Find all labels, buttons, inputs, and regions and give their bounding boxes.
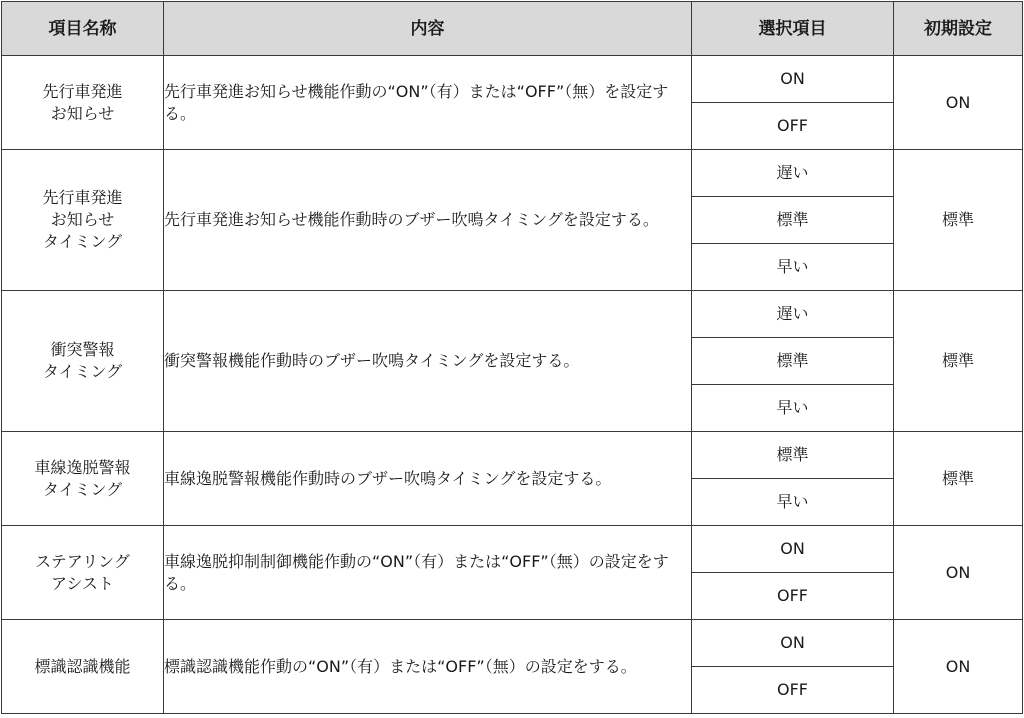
default-cell: 標準 — [894, 432, 1023, 526]
option-cell: OFF — [692, 573, 894, 620]
content-cell: 車線逸脱抑制制御機能作動の“ON”（有）または“OFF”（無）の設定をする。 — [164, 526, 692, 620]
option-cell: 早い — [692, 244, 894, 291]
content-cell: 先行車発進お知らせ機能作動の“ON”（有）または“OFF”（無）を設定する。 — [164, 56, 692, 150]
default-cell: ON — [894, 620, 1023, 714]
item-name-cell: 先行車発進 お知らせ — [2, 56, 164, 150]
option-cell: OFF — [692, 103, 894, 150]
option-cell: 遅い — [692, 291, 894, 338]
table-row — [2, 150, 1023, 197]
item-name-cell: 先行車発進 お知らせ タイミング — [2, 150, 164, 291]
item-name-cell: 衝突警報 タイミング — [2, 291, 164, 432]
default-cell: 標準 — [894, 150, 1023, 291]
table-body — [2, 56, 1023, 714]
option-cell: ON — [692, 526, 894, 573]
option-cell: 標準 — [692, 338, 894, 385]
content-cell: 標識認識機能作動の“ON”（有）または“OFF”（無）の設定をする。 — [164, 620, 692, 714]
content-cell: 衝突警報機能作動時のブザー吹鳴タイミングを設定する。 — [164, 291, 692, 432]
option-cell: ON — [692, 620, 894, 667]
option-cell: 早い — [692, 479, 894, 526]
option-cell: 標準 — [692, 432, 894, 479]
content-cell: 車線逸脱警報機能作動時のブザー吹鳴タイミングを設定する。 — [164, 432, 692, 526]
header-content: 内容 — [164, 2, 692, 56]
table-row — [2, 432, 1023, 479]
default-cell: ON — [894, 56, 1023, 150]
table-row — [2, 291, 1023, 338]
option-cell: 遅い — [692, 150, 894, 197]
item-name-cell: 車線逸脱警報 タイミング — [2, 432, 164, 526]
table-row — [2, 56, 1023, 103]
option-cell: 早い — [692, 385, 894, 432]
table-row — [2, 620, 1023, 667]
header-default: 初期設定 — [894, 2, 1023, 56]
default-cell: 標準 — [894, 291, 1023, 432]
default-cell: ON — [894, 526, 1023, 620]
header-options: 選択項目 — [692, 2, 894, 56]
settings-table — [1, 1, 1023, 714]
header-item-name: 項目名称 — [2, 2, 164, 56]
option-cell: OFF — [692, 667, 894, 714]
header-row — [2, 2, 1023, 56]
item-name-cell: 標識認識機能 — [2, 620, 164, 714]
table-row — [2, 526, 1023, 573]
item-name-cell: ステアリング アシスト — [2, 526, 164, 620]
option-cell: ON — [692, 56, 894, 103]
content-cell: 先行車発進お知らせ機能作動時のブザー吹鳴タイミングを設定する。 — [164, 150, 692, 291]
option-cell: 標準 — [692, 197, 894, 244]
